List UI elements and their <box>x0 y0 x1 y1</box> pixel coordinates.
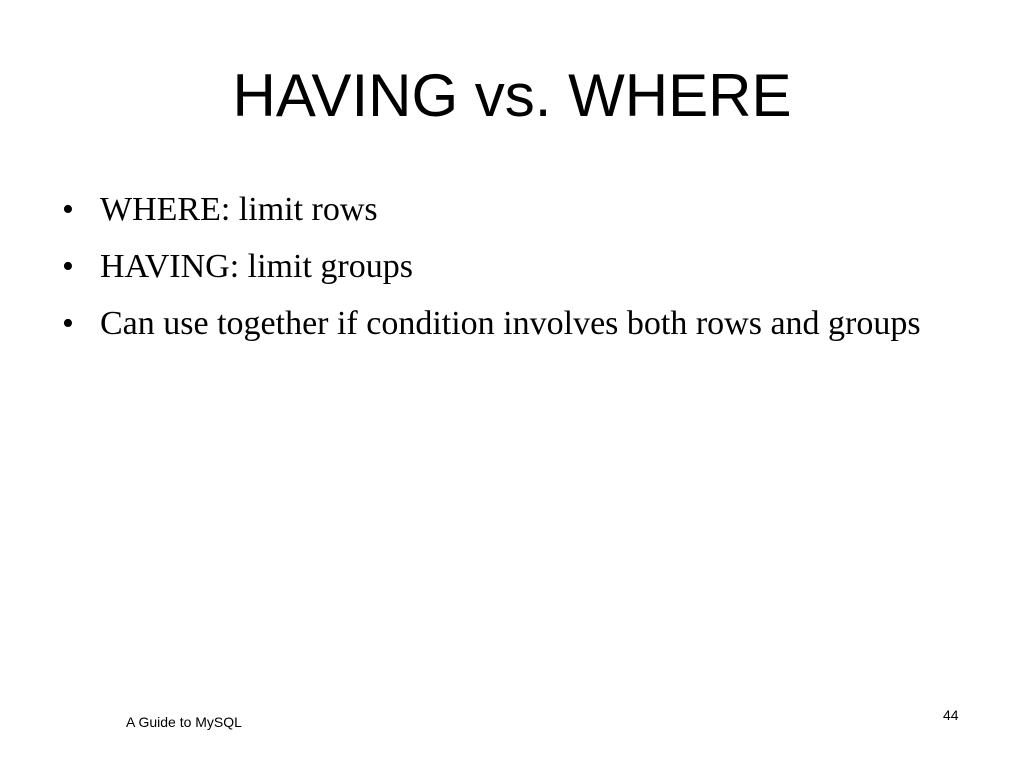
page-number: 44 <box>943 707 959 723</box>
bullet-text: Can use together if condition involves both rows and groups <box>100 305 921 342</box>
slide-title: HAVING vs. WHERE <box>232 62 792 129</box>
bullet-text: WHERE: limit rows <box>100 191 378 228</box>
bullet-item <box>56 186 956 234</box>
bullet-text: HAVING: limit groups <box>100 248 413 285</box>
bullet-item <box>56 243 956 291</box>
slide-footer: A Guide to MySQL <box>126 714 242 730</box>
bullet-dot-icon: • <box>62 191 74 228</box>
bullet-dot-icon: • <box>62 248 74 285</box>
bullet-dot-icon: • <box>62 305 74 342</box>
bullet-item <box>56 300 956 348</box>
bullet-list <box>56 186 956 357</box>
